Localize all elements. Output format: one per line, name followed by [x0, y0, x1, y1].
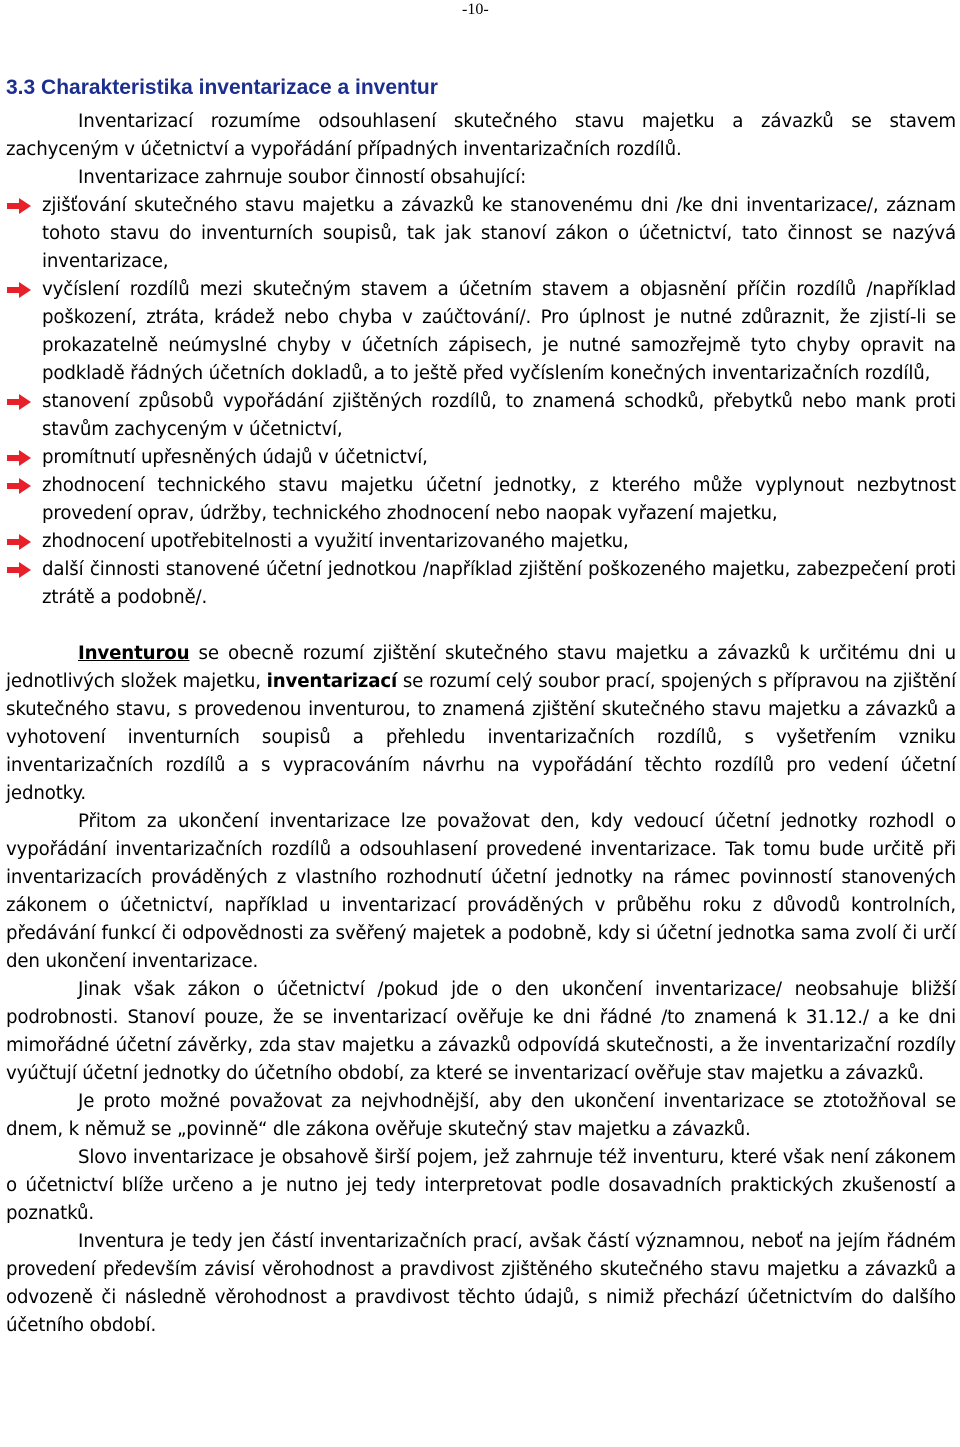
- list-item-text: vyčíslení rozdílů mezi skutečným stavem a účetním stavem a objasnění příčin rozdílů /například poškození, ztráta, krádež nebo chyba v zaúčtování/. Pro úplnost je nutné zdůraznit, že zjistí-li se prokazatelně neúmyslné chyby v účetních zápisech, je nutné samozřejmě tyto chyby opravit na podkladě řádných účetních dokladů, a to ještě před vyčíslením konečných inventarizačních rozdílů,: [42, 279, 956, 384]
- list-item-text: stanovení způsobů vypořádání zjištěných rozdílů, to znamená schodků, přebytků nebo mank proti stavům zachyceným v účetnictví,: [42, 391, 956, 440]
- list-item: [6, 444, 956, 472]
- activity-list: [6, 192, 956, 612]
- document-body: [6, 108, 956, 1340]
- list-item-text: zjišťování skutečného stavu majetku a závazků ke stanovenému dni /ke dni inventarizace/, záznam tohoto stavu do inventurních soupisů, tak jak stanoví zákon o účetnictví, tato činnost se nazývá inventarizace,: [42, 195, 956, 272]
- inventura-paragraph: [6, 640, 956, 808]
- term-inventurou: Inventurou: [78, 643, 190, 664]
- paragraph-text: se rozumí celý soubor prací, spojených s přípravou na zjištění skutečného stavu, s provedenou inventurou, to znamená zjištění skutečného stavu majetku a závazků a vyhotovení inventurních soupisů a přehledu inventarizačních rozdílů, s vyšetřením vzniku inventarizačních rozdílů a s vypracováním návrhu na vypořádání těchto rozdílů pro vedení účetní jednotky.: [6, 671, 956, 804]
- paragraph: Jinak však zákon o účetnictví /pokud jde o den ukončení inventarizace/ neobsahuje bližší podrobnosti. Stanoví pouze, že se inventarizací ověřuje ke dni řádné /to znamená k 31.12./ a ke dni mimořádné účetní závěrky, zda stav majetku a závazků odpovídá skutečnosti, a že inventarizační rozdíly vyúčtují účetní jednotky do účetního období, za které se inventarizací ověřuje stav majetku a závazků.: [6, 979, 956, 1084]
- paragraph: Přitom za ukončení inventarizace lze považovat den, kdy vedoucí účetní jednotky rozhodl o vypořádání inventarizačních rozdílů a odsouhlasení provedené inventarizace. Tak tomu bude určitě při inventarizacích prováděných z vlastního rozhodnutí účetní jednotky na rámec povinností stanovených zákonem o účetnictví, například u inventarizací prováděných v průběhu roku z důvodů kontrolních, předávání funkcí či odpovědnosti za svěřený majetek a podobně, kdy si účetní jednotka sama zvolí či určí den ukončení inventarizace.: [6, 811, 956, 972]
- list-item-text: zhodnocení technického stavu majetku účetní jednotky, z kterého může vyplynout nezbytnost provedení oprav, údržby, technického zhodnocení nebo naopak vyřazení majetku,: [42, 475, 956, 524]
- paragraph-text: se obecně rozumí zjištění skutečného stavu majetku a závazků k určitému dni u jednotlivých složek majetku,: [6, 643, 956, 692]
- list-item: [6, 192, 956, 276]
- list-item-text: promítnutí upřesněných údajů v účetnictví,: [42, 447, 428, 468]
- list-item: [6, 388, 956, 444]
- list-item: [6, 556, 956, 612]
- red-arrow-icon: [6, 450, 32, 466]
- list-item: [6, 528, 956, 556]
- list-item-text: další činnosti stanovené účetní jednotkou /například zjištění poškozeného majetku, zabezpečení proti ztrátě a podobně/.: [42, 559, 956, 608]
- section-heading: 3.3 Charakteristika inventarizace a inventur: [6, 76, 438, 99]
- list-intro: Inventarizace zahrnuje soubor činností obsahující:: [78, 167, 527, 188]
- red-arrow-icon: [6, 478, 32, 494]
- term-inventarizaci: inventarizací: [266, 671, 398, 692]
- paragraph-spacer: [6, 612, 956, 640]
- list-item-text: zhodnocení upotřebitelnosti a využití inventarizovaného majetku,: [42, 531, 629, 552]
- red-arrow-icon: [6, 198, 32, 214]
- red-arrow-icon: [6, 534, 32, 550]
- list-item: [6, 276, 956, 388]
- paragraph: Inventura je tedy jen částí inventarizačních prací, avšak částí významnou, neboť na jejím řádném provedení především závisí věrohodnost a pravdivost zjištěného skutečného stavu majetku a závazků a odvozeně či následně věrohodnost a pravdivost těchto údajů, s nimiž přechází účetnictvím do dalšího účetního období.: [6, 1231, 956, 1336]
- paragraph: Slovo inventarizace je obsahově širší pojem, jež zahrnuje též inventuru, které však není zákonem o účetnictví blíže určeno a je nutno jej tedy interpretovat podle dosavadních praktických zkušeností a poznatků.: [6, 1147, 956, 1224]
- page-number: -10-: [462, 1, 489, 18]
- list-item: [6, 472, 956, 528]
- intro-paragraph: Inventarizací rozumíme odsouhlasení skutečného stavu majetku a závazků se stavem zachyceným v účetnictví a vypořádání případných inventarizačních rozdílů.: [6, 111, 956, 160]
- red-arrow-icon: [6, 394, 32, 410]
- red-arrow-icon: [6, 562, 32, 578]
- red-arrow-icon: [6, 282, 32, 298]
- paragraph: Je proto možné považovat za nejvhodnější, aby den ukončení inventarizace se ztotožňoval se dnem, k němuž se „povinně“ dle zákona ověřuje skutečný stav majetku a závazků.: [6, 1091, 956, 1140]
